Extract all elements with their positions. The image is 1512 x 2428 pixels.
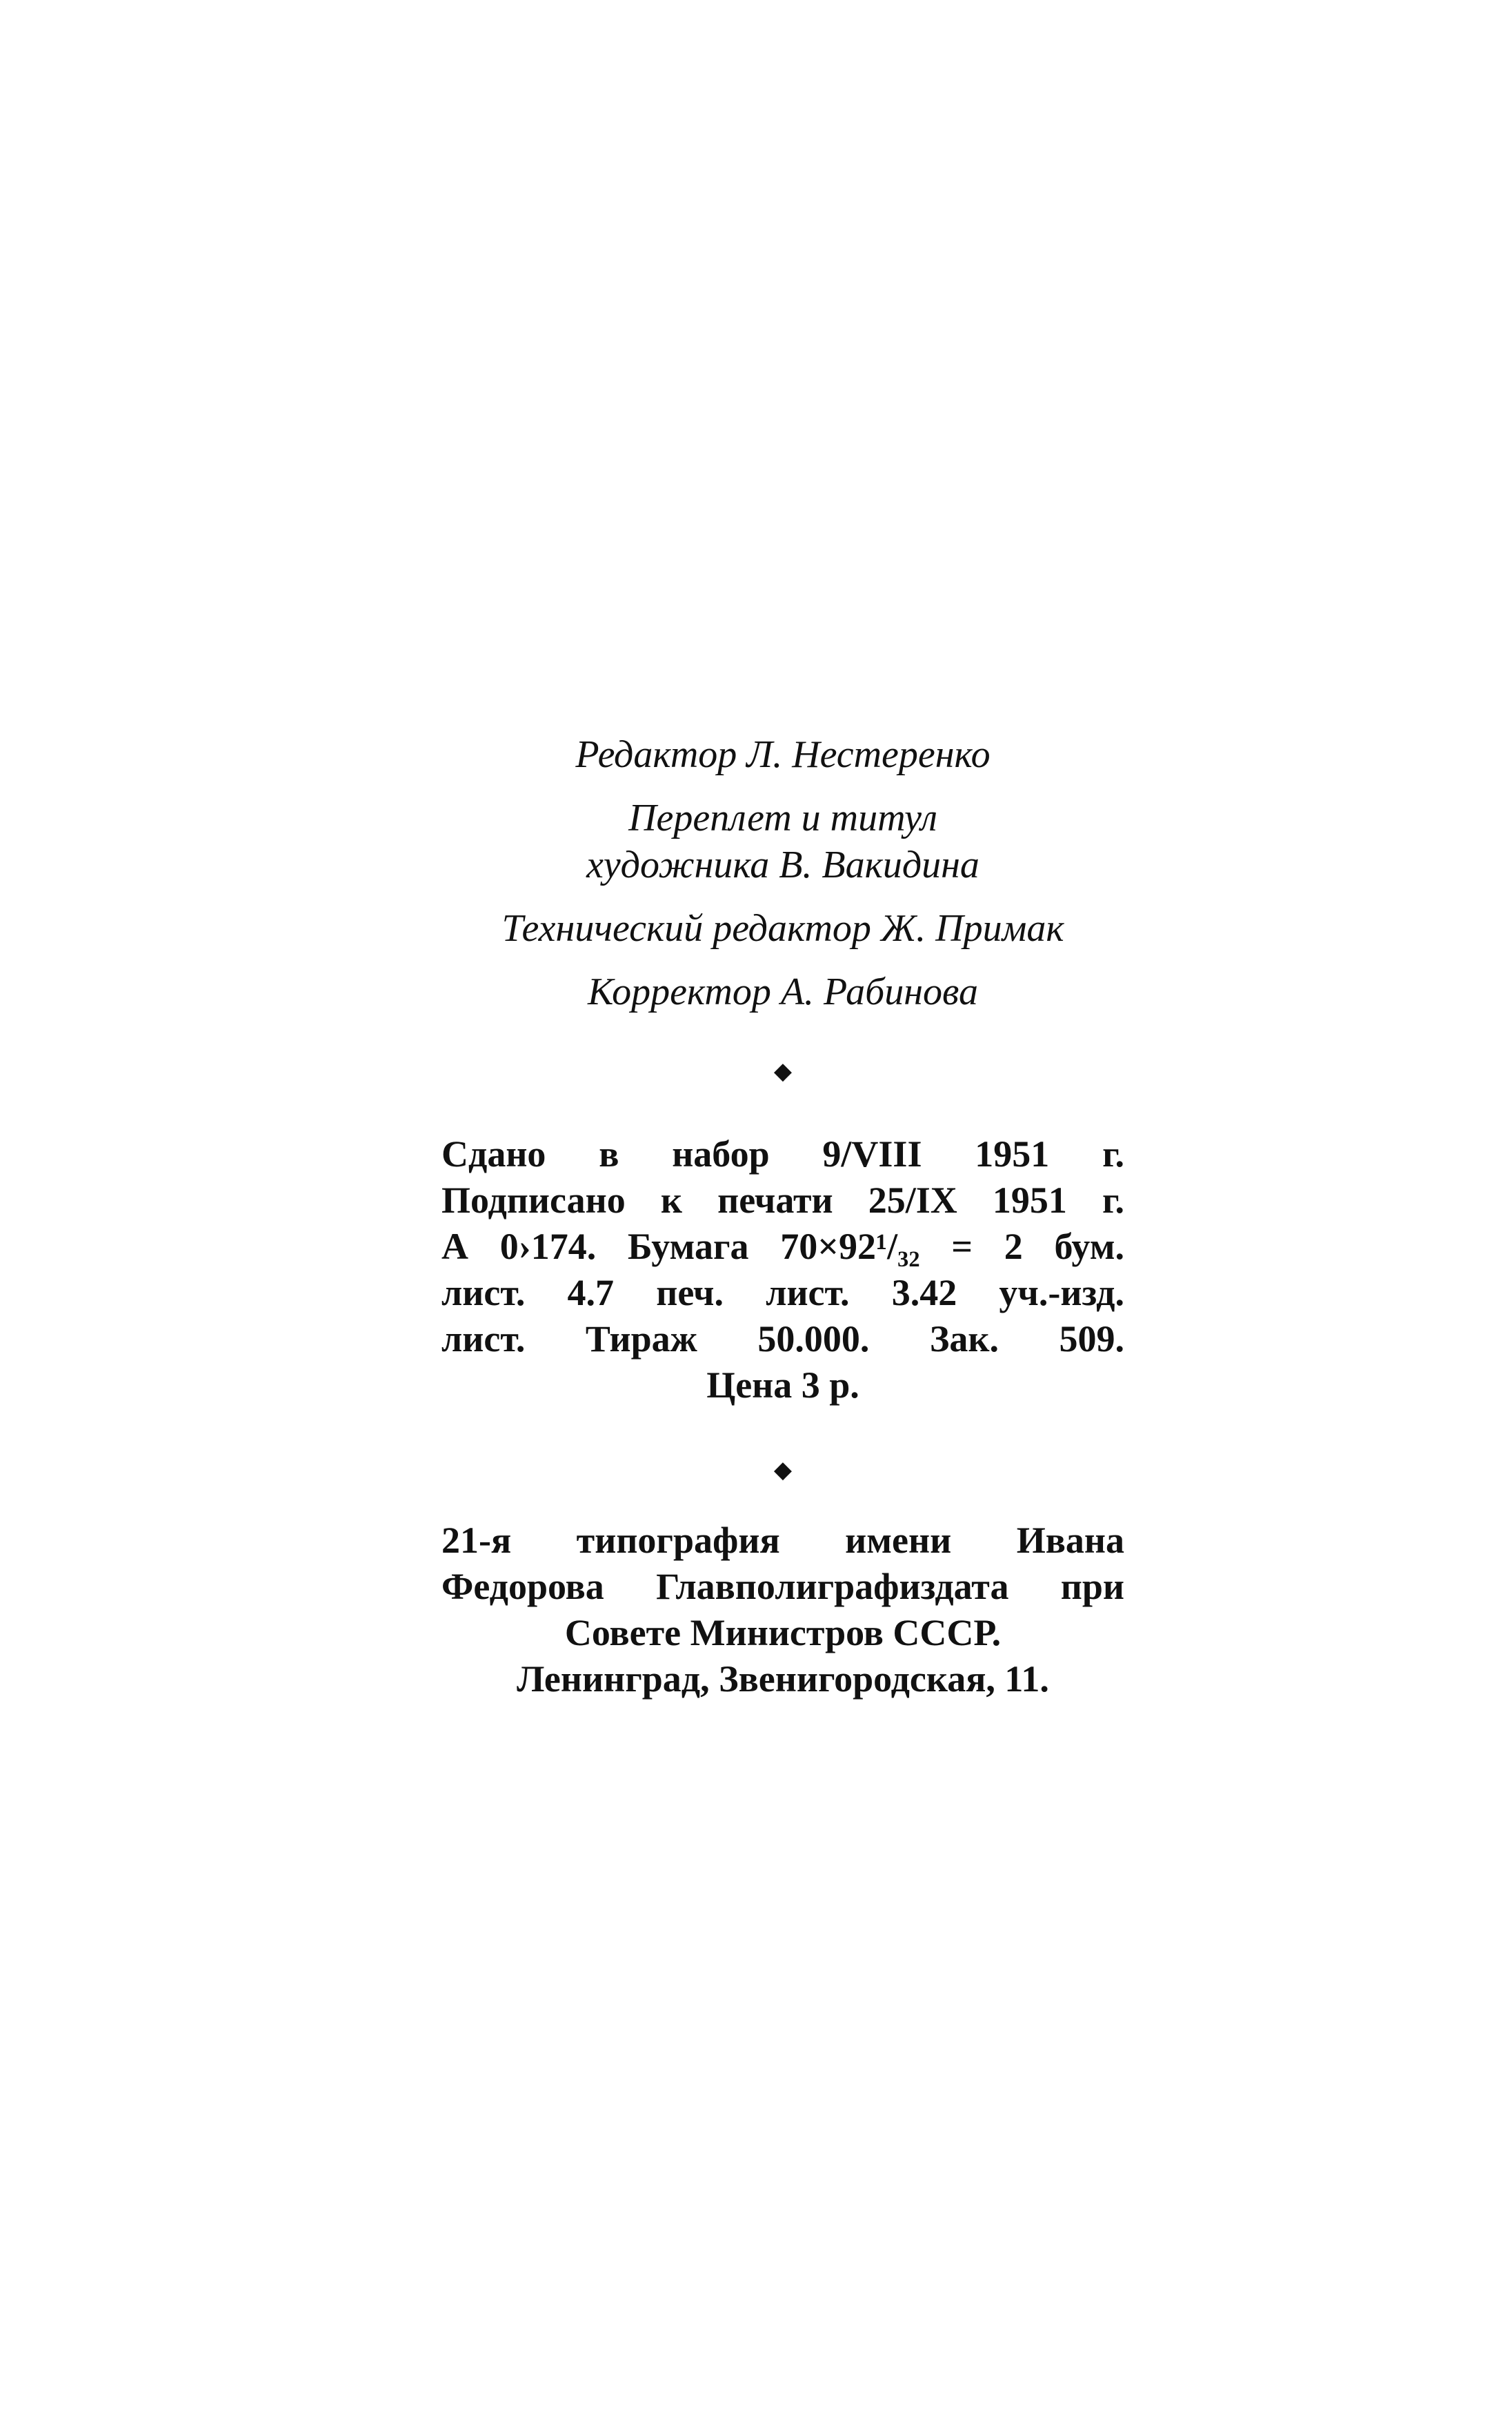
tech-editor-credit: Технический редактор Ж. Примак bbox=[501, 907, 1064, 950]
print-data-line: А 0›174. Бумага 70×92¹/₃₂ = 2 бум. bbox=[441, 1226, 1124, 1267]
print-data-line: Сдано в набор 9/VIII 1951 г. bbox=[441, 1133, 1124, 1175]
print-data-line: Подписано к печати 25/IX 1951 г. bbox=[441, 1180, 1124, 1221]
printer-line: Федорова Главполиграфиздата при bbox=[441, 1566, 1124, 1607]
credits-block bbox=[441, 731, 1124, 1015]
proofreader-credit: Корректор А. Рабинова bbox=[588, 971, 978, 1013]
printer-line: Совете Министров СССР. bbox=[564, 1612, 1002, 1653]
editor-credit: Редактор Л. Нестеренко bbox=[575, 733, 991, 776]
printer-line: 21-я типография имени Ивана bbox=[441, 1520, 1124, 1561]
print-data-line: лист. 4.7 печ. лист. 3.42 уч.-изд. bbox=[441, 1272, 1124, 1313]
print-data-block bbox=[441, 1131, 1124, 1409]
binding-credit-line2: художника В. Вакидина bbox=[586, 844, 979, 886]
ornament-divider: ◆ bbox=[773, 1059, 793, 1084]
price: Цена 3 р. bbox=[706, 1364, 859, 1406]
binding-credit-line1: Переплет и титул bbox=[628, 797, 937, 839]
printer-block bbox=[441, 1518, 1124, 1702]
printer-line: Ленинград, Звенигородская, 11. bbox=[517, 1658, 1049, 1700]
ornament-divider: ◆ bbox=[773, 1457, 793, 1483]
print-data-line: лист. Тираж 50.000. Зак. 509. bbox=[441, 1318, 1124, 1360]
